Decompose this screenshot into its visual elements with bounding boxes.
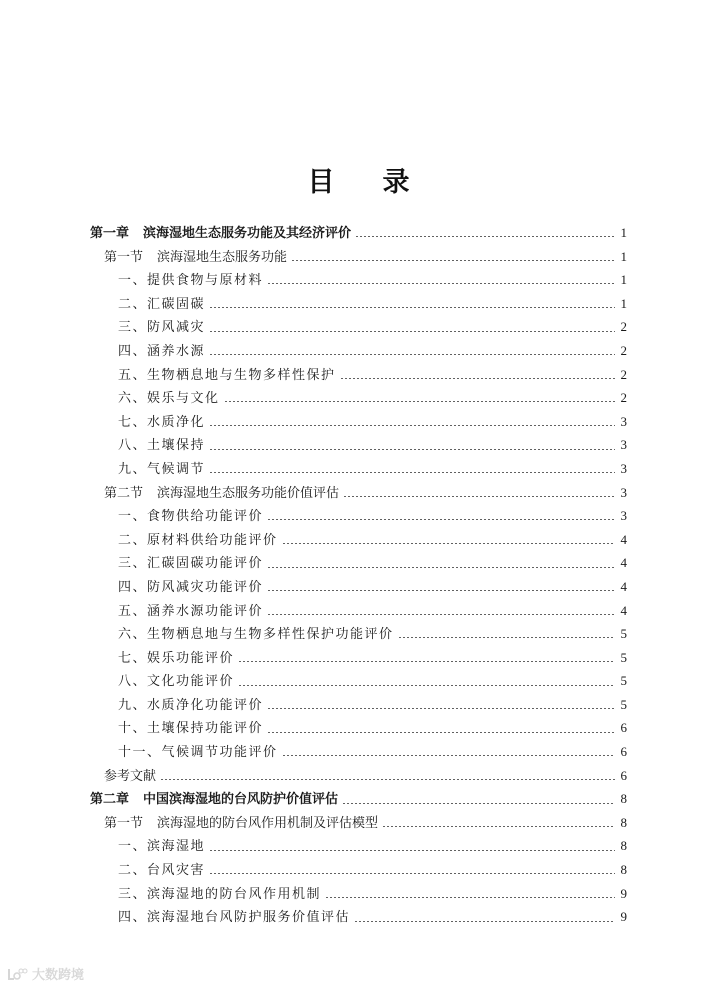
toc-entry-page-number: 6 (620, 744, 627, 760)
toc-entry-section[interactable] (90, 245, 627, 269)
dot-leader (209, 472, 615, 473)
toc-entry-item[interactable] (90, 551, 627, 575)
toc-entry-number: 三、 (118, 886, 148, 902)
dot-leader (340, 378, 615, 379)
toc-entry-number: 第二章 (90, 792, 130, 808)
toc-entry-item[interactable] (90, 905, 627, 929)
toc-entry-title: 生物栖息地与生物多样性保护 (147, 367, 336, 383)
toc-entry-item[interactable] (90, 386, 627, 410)
toc-entry-item[interactable] (90, 268, 627, 292)
dot-leader (267, 283, 615, 284)
toc-entry-page-number: 5 (620, 649, 627, 665)
toc-entry-item[interactable] (90, 740, 627, 764)
toc-entry-section[interactable] (90, 481, 627, 505)
toc-entry-title: 防风减灾 (147, 320, 206, 336)
toc-entry-page-number: 4 (620, 602, 627, 618)
toc-entry-page-number: 6 (620, 767, 627, 783)
dot-leader (382, 826, 615, 827)
toc-entry-number: 六、 (118, 391, 148, 407)
toc-entry-page-number: 4 (620, 531, 627, 547)
toc-entry-page-number: 9 (620, 885, 627, 901)
dot-leader (209, 331, 615, 332)
title-char-right: 录 (382, 167, 412, 198)
toc-entry-title: 娱乐功能评价 (147, 650, 235, 666)
toc-entry-item[interactable] (90, 599, 627, 623)
toc-entry-number: 五、 (118, 603, 148, 619)
brand-logo-icon (6, 967, 28, 981)
toc-entry-number: 九、 (118, 461, 148, 477)
toc-entry-item[interactable] (90, 410, 627, 434)
toc-entry-number: 三、 (118, 556, 148, 572)
watermark (6, 964, 84, 983)
toc-entry-title: 滨海湿地生态服务功能 (157, 249, 288, 265)
toc-entry-page-number: 3 (620, 484, 627, 500)
dot-leader (267, 567, 615, 568)
dot-leader (209, 873, 615, 874)
toc-entry-title: 滨海湿地的防台风作用机制及评估模型 (157, 815, 379, 831)
toc-entry-title: 防风减灾功能评价 (147, 579, 264, 595)
toc-entry-number: 九、 (118, 697, 148, 713)
toc-entry-title: 水质净化 (147, 414, 206, 430)
toc-entry-number: 十一、 (118, 745, 162, 761)
toc-entry-title: 生物栖息地与生物多样性保护功能评价 (147, 627, 394, 643)
toc-entry-number: 七、 (118, 650, 148, 666)
toc-entry-number: 四、 (118, 343, 148, 359)
dot-leader (354, 921, 615, 922)
dot-leader (282, 755, 615, 756)
toc-entry-title: 滨海湿地生态服务功能及其经济评价 (143, 226, 352, 241)
toc-entry-number: 一、 (118, 273, 148, 289)
toc-entry-number: 二、 (118, 296, 148, 312)
toc-entry-item[interactable] (90, 528, 627, 552)
toc-entry-title: 滨海湿地生态服务功能价值评估 (157, 485, 340, 501)
toc-entry-page-number: 1 (620, 225, 627, 240)
toc-entry-page-number: 2 (620, 390, 627, 406)
dot-leader (209, 307, 615, 308)
toc-entry-title: 提供食物与原材料 (147, 273, 264, 289)
toc-entry-title: 气候调节 (147, 461, 206, 477)
toc-entry-title: 汇碳固碳功能评价 (147, 556, 264, 572)
dot-leader (209, 449, 615, 450)
toc-entry-item[interactable] (90, 693, 627, 717)
toc-entry-number: 三、 (118, 320, 148, 336)
table-of-contents (90, 221, 627, 929)
toc-entry-ref[interactable] (90, 764, 627, 788)
toc-entry-title: 滨海湿地台风防护服务价值评估 (147, 910, 351, 926)
toc-entry-number: 二、 (118, 863, 148, 879)
toc-entry-title: 气候调节功能评价 (161, 745, 278, 761)
toc-entry-number: 二、 (118, 532, 148, 548)
toc-entry-title: 台风灾害 (147, 863, 206, 879)
toc-entry-title: 水质净化功能评价 (147, 697, 264, 713)
toc-entry-section[interactable] (90, 811, 627, 835)
dot-leader (267, 708, 615, 709)
toc-entry-page-number: 8 (620, 838, 627, 854)
toc-entry-page-number: 2 (620, 366, 627, 382)
dot-leader (398, 637, 615, 638)
toc-entry-page-number: 4 (620, 578, 627, 594)
dot-leader (291, 260, 615, 261)
dot-leader (209, 850, 615, 851)
toc-entry-page-number: 3 (620, 508, 627, 524)
toc-entry-number: 第一节 (104, 815, 144, 831)
toc-entry-number: 五、 (118, 367, 148, 383)
dot-leader (267, 614, 615, 615)
toc-entry-item[interactable] (90, 834, 627, 858)
toc-entry-page-number: 3 (620, 437, 627, 453)
toc-entry-item[interactable] (90, 315, 627, 339)
dot-leader (238, 661, 615, 662)
toc-entry-number: 十、 (118, 721, 148, 737)
toc-entry-number: 第一章 (90, 226, 130, 241)
toc-entry-item[interactable] (90, 363, 627, 387)
toc-entry-number: 一、 (118, 509, 148, 525)
toc-entry-page-number: 6 (620, 720, 627, 736)
toc-entry-page-number: 5 (620, 626, 627, 642)
toc-entry-title: 参考文献 (104, 768, 157, 784)
toc-entry-item[interactable] (90, 433, 627, 457)
toc-entry-item[interactable] (90, 646, 627, 670)
toc-entry-page-number: 1 (620, 295, 627, 311)
toc-entry-page-number: 5 (620, 696, 627, 712)
toc-entry-chapter[interactable] (90, 221, 627, 245)
dot-leader (267, 732, 615, 733)
toc-entry-page-number: 2 (620, 319, 627, 335)
toc-entry-page-number: 8 (620, 791, 627, 807)
dot-leader (282, 543, 615, 544)
dot-leader (224, 401, 615, 402)
toc-entry-title: 滨海湿地的防台风作用机制 (147, 886, 322, 902)
dot-leader (342, 803, 615, 804)
toc-entry-item[interactable] (90, 575, 627, 599)
toc-entry-page-number: 1 (620, 248, 627, 264)
toc-entry-number: 第二节 (104, 485, 144, 501)
toc-entry-title: 土壤保持功能评价 (147, 721, 264, 737)
toc-entry-item[interactable] (90, 339, 627, 363)
toc-entry-title: 滨海湿地 (147, 839, 206, 855)
toc-entry-title: 原材料供给功能评价 (147, 532, 278, 548)
toc-entry-number: 六、 (118, 627, 148, 643)
toc-entry-number: 四、 (118, 579, 148, 595)
toc-entry-title: 涵养水源功能评价 (147, 603, 264, 619)
toc-entry-title: 文化功能评价 (147, 674, 235, 690)
dot-leader (355, 236, 615, 237)
toc-entry-page-number: 9 (620, 909, 627, 925)
toc-entry-number: 第一节 (104, 249, 144, 265)
toc-entry-page-number: 3 (620, 460, 627, 476)
toc-entry-item[interactable] (90, 669, 627, 693)
toc-entry-number: 四、 (118, 910, 148, 926)
toc-entry-title: 土壤保持 (147, 438, 206, 454)
page-title (0, 160, 719, 199)
title-char-left: 目 (307, 167, 337, 198)
toc-entry-item[interactable] (90, 858, 627, 882)
toc-entry-item[interactable] (90, 292, 627, 316)
toc-entry-chapter[interactable] (90, 787, 627, 811)
toc-entry-title: 汇碳固碳 (147, 296, 206, 312)
toc-entry-page-number: 8 (620, 814, 627, 830)
watermark-text: 大数跨境 (32, 968, 85, 983)
toc-entry-item[interactable] (90, 504, 627, 528)
dot-leader (267, 519, 615, 520)
toc-entry-page-number: 2 (620, 342, 627, 358)
toc-entry-title: 中国滨海湿地的台风防护价值评估 (143, 792, 339, 808)
toc-entry-page-number: 4 (620, 555, 627, 571)
dot-leader (238, 685, 615, 686)
toc-entry-number: 一、 (118, 839, 148, 855)
toc-entry-item[interactable] (90, 882, 627, 906)
toc-entry-number: 八、 (118, 438, 148, 454)
toc-entry-page-number: 1 (620, 272, 627, 288)
dot-leader (267, 590, 615, 591)
toc-entry-item[interactable] (90, 457, 627, 481)
dot-leader (209, 425, 615, 426)
toc-entry-page-number: 3 (620, 413, 627, 429)
toc-entry-number: 八、 (118, 674, 148, 690)
toc-entry-title: 涵养水源 (147, 343, 206, 359)
toc-entry-page-number: 5 (620, 673, 627, 689)
dot-leader (209, 354, 615, 355)
toc-entry-title: 食物供给功能评价 (147, 509, 264, 525)
dot-leader (343, 496, 615, 497)
toc-entry-page-number: 8 (620, 862, 627, 878)
dot-leader (325, 897, 615, 898)
toc-entry-item[interactable] (90, 716, 627, 740)
toc-entry-item[interactable] (90, 622, 627, 646)
toc-entry-number: 七、 (118, 414, 148, 430)
dot-leader (160, 779, 615, 780)
toc-entry-title: 娱乐与文化 (147, 391, 220, 407)
